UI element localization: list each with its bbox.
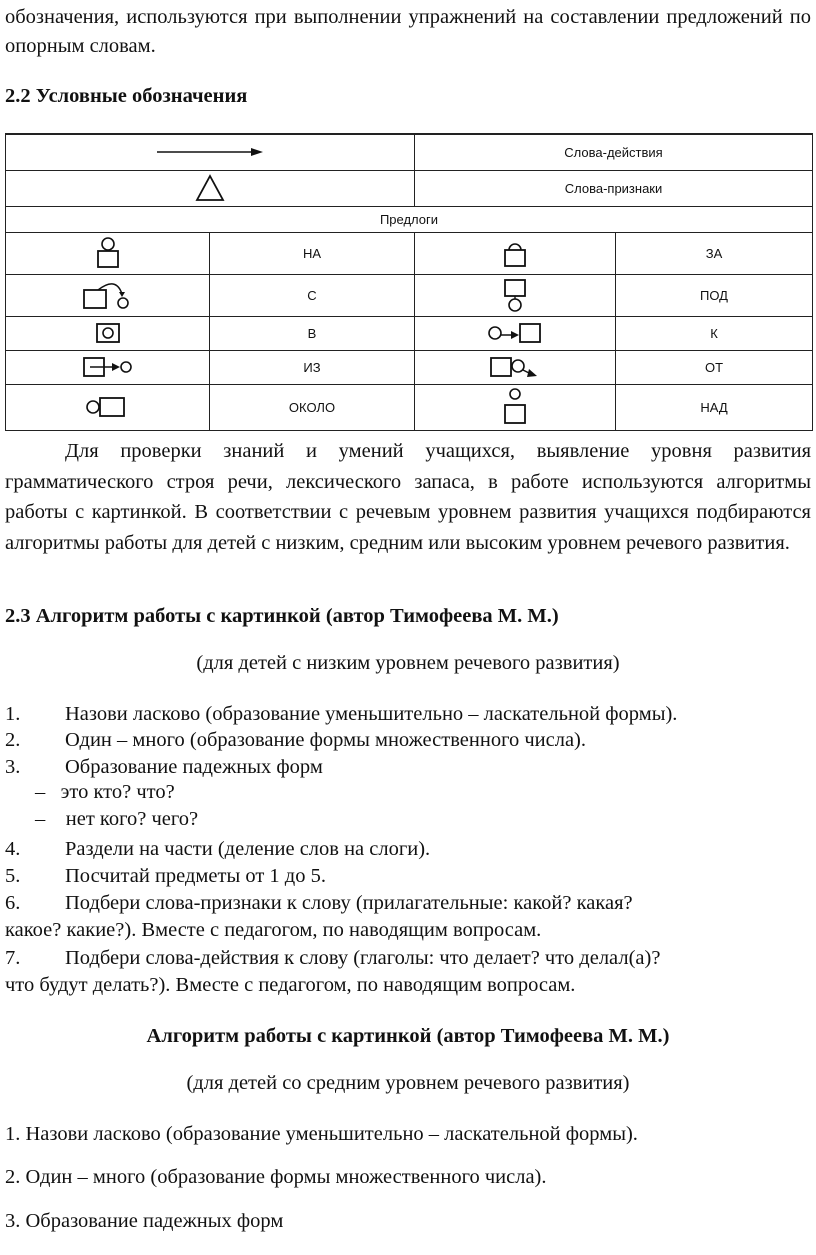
mid-list-item-1: 1. Назови ласково (образование уменьшительно – ласкательной формы). — [5, 1123, 638, 1145]
circle-on-square-icon — [93, 236, 123, 270]
list-number: 1. — [5, 703, 21, 725]
circle-away-from-square-icon — [485, 354, 545, 380]
list-text: Раздели на части (деление слов на слоги). — [65, 838, 431, 860]
prep-iz: ИЗ — [210, 350, 415, 384]
prep-na: НА — [210, 232, 415, 274]
iz-symbol-cell — [6, 350, 210, 384]
attributes-label: Слова-признаки — [415, 170, 813, 206]
prep-okolo: ОКОЛО — [210, 384, 415, 430]
ot-symbol-cell — [415, 350, 616, 384]
triangle-icon — [195, 174, 225, 202]
prep-za: ЗА — [616, 232, 813, 274]
list-text: Подбери слова-признаки к слову (прилагательные: какой? какая? — [65, 892, 633, 914]
sub-item-text: нет кого? чего? — [65, 808, 199, 830]
list-item-7 — [5, 945, 805, 999]
prep-k: К — [616, 316, 813, 350]
mid-list-item-2: 2. Один – много (образование формы множественного числа). — [5, 1166, 547, 1188]
list-item-1 — [5, 701, 805, 728]
list-number: 2. — [5, 729, 21, 751]
k-symbol-cell — [415, 316, 616, 350]
na-symbol-cell — [6, 232, 210, 274]
sub-item-1: – это кто? что? — [35, 781, 175, 803]
list-item-2 — [5, 727, 805, 754]
list-text: Подбери слова-действия к слову (глаголы: что делает? что делал(а)? — [65, 947, 661, 969]
circle-out-of-square-icon — [78, 354, 138, 380]
list-number: 7. — [5, 947, 21, 969]
list-item-4 — [5, 836, 805, 863]
list-number: 6. — [5, 892, 21, 914]
prep-s: С — [210, 274, 415, 316]
v-symbol-cell — [6, 316, 210, 350]
list-item-5 — [5, 863, 805, 890]
circle-in-square-icon — [93, 320, 123, 346]
prep-ot: ОТ — [616, 350, 813, 384]
list-text-continued: что будут делать?). Вместе с педагогом, по наводящим вопросам. — [5, 974, 576, 996]
intro-paragraph: обозначения, используются при выполнении упражнений на составлении предложений по опорным словам. — [5, 6, 811, 57]
circle-above-square-icon — [500, 387, 530, 427]
sub-item-text: это кто? что? — [60, 781, 175, 803]
sub-item-2: – нет кого? чего? — [35, 808, 199, 830]
okolo-symbol-cell — [6, 384, 210, 430]
list-text: Посчитай предметы от 1 до 5. — [65, 865, 326, 887]
list-number: 3. — [5, 756, 21, 778]
prepositions-header: Предлоги — [6, 206, 813, 232]
actions-label: Слова-действия — [415, 134, 813, 170]
list-text: Образование падежных форм — [65, 756, 323, 778]
section-title-algorithm-low: 2.3 Алгоритм работы с картинкой (автор Тимофеева М. М.) — [5, 605, 559, 627]
nad-symbol-cell — [415, 384, 616, 430]
prep-pod: ПОД — [616, 274, 813, 316]
legend-table — [5, 133, 813, 431]
section-title-algorithm-mid: Алгоритм работы с картинкой (автор Тимофеева М. М.) — [146, 1025, 670, 1047]
circle-near-square-icon — [83, 394, 133, 420]
s-symbol-cell — [6, 274, 210, 316]
circle-under-square-icon — [500, 277, 530, 313]
list-number: 4. — [5, 838, 21, 860]
triangle-symbol-cell — [6, 170, 415, 206]
za-symbol-cell — [415, 232, 616, 274]
prep-nad: НАД — [616, 384, 813, 430]
list-text-continued: какое? какие?). Вместе с педагогом, по наводящим вопросам. — [5, 919, 542, 941]
subtitle-low-level: (для детей с низким уровнем речевого развития) — [196, 652, 620, 674]
section-title-legend: 2.2 Условные обозначения — [5, 85, 248, 107]
list-text: Один – много (образование формы множественного числа). — [65, 729, 586, 751]
list-item-3 — [5, 754, 805, 781]
circle-to-square-icon — [485, 320, 545, 346]
list-text: Назови ласково (образование уменьшительно – ласкательной формы). — [65, 703, 678, 725]
subtitle-mid-level: (для детей со средним уровнем речевого развития) — [186, 1072, 630, 1094]
arrow-symbol-cell — [6, 134, 415, 170]
prep-v: В — [210, 316, 415, 350]
pod-symbol-cell — [415, 274, 616, 316]
circle-behind-square-icon — [500, 236, 530, 270]
list-number: 5. — [5, 865, 21, 887]
arrow-icon — [155, 146, 265, 158]
body-paragraph: Для проверки знаний и умений учащихся, выявление уровня развития грамматического строя речи, лексического запаса, в работе используются алгоритмы работы с картинкой. В соответствии с речевым уровнем развития учащихся подбираются алгоритмы работы для детей с низким, средним или высоким уровнем речевого развития. — [5, 440, 811, 554]
circle-with-square-icon — [78, 278, 138, 312]
list-item-6 — [5, 890, 805, 944]
mid-list-item-3: 3. Образование падежных форм — [5, 1210, 284, 1232]
